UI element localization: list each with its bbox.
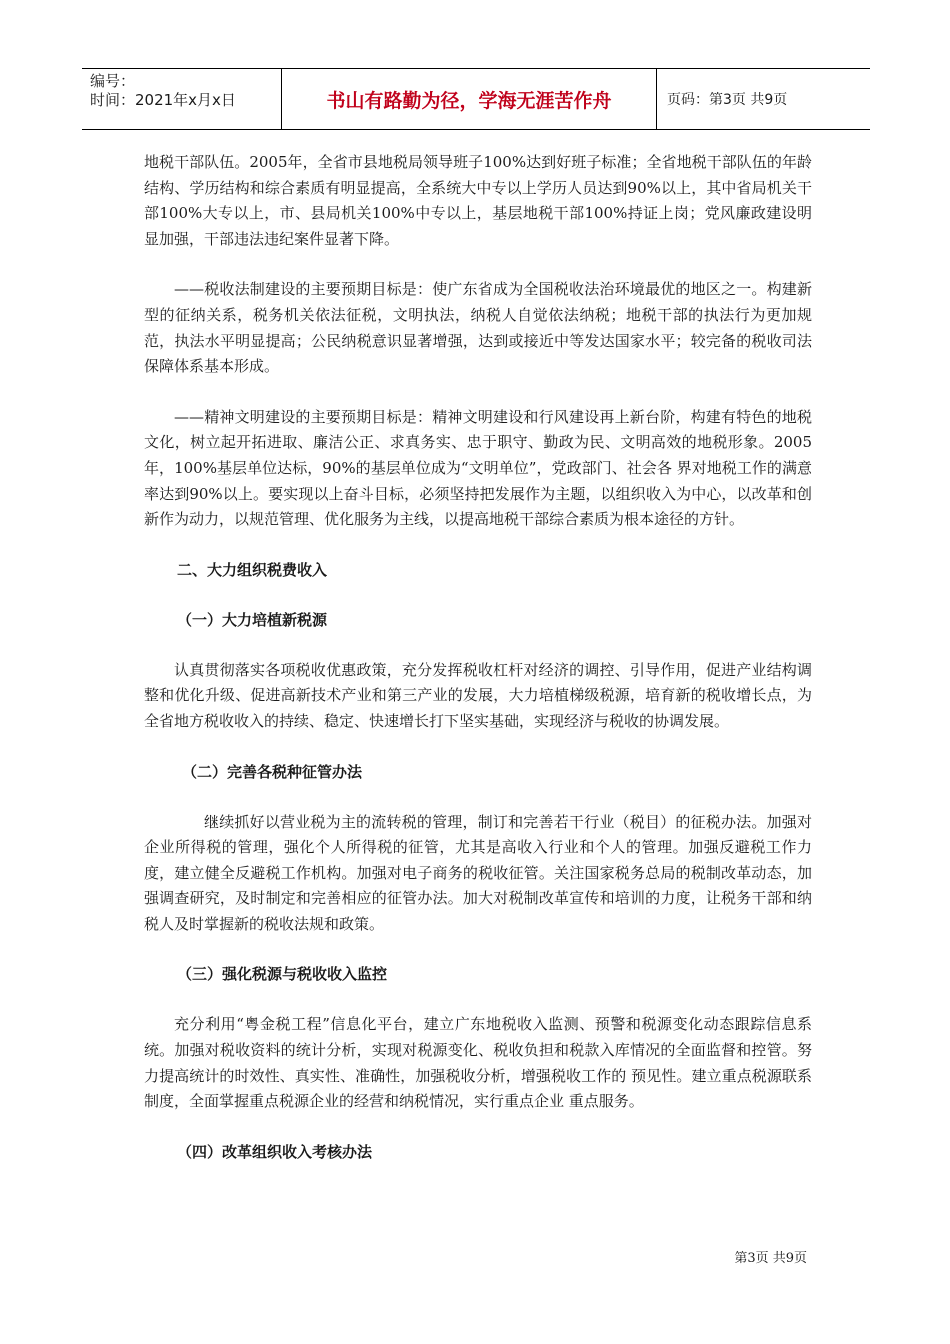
subsection-heading: （四）改革组织收入考核办法: [177, 1142, 373, 1161]
section-heading: 二、大力组织税费收入: [177, 560, 328, 579]
page-footer: 第3页 共9页: [734, 1251, 807, 1266]
paragraph: 继续抓好以营业税为主的流转税的管理，制订和完善若干行业（税目）的征税办法。加强对企业所得税的管理，强化个人所得税的征管，尤其是高收入行业和个人的管理。加强反避税工作力度，建立健全反避税工作机构。加强对电子商务的税收征管。关注国家税务总局的税制改革动态，加强调查研究，及时制定和完善相应的征管办法。加大对税制改革宣传和培训的力度，让税务干部和纳税人及时掌握新的税收法规和政策。: [144, 812, 812, 933]
paragraph: ——税收法制建设的主要预期目标是：使广东省成为全国税收法治环境最优的地区之一。构建新型的征纳关系，税务机关依法征税，文明执法，纳税人自觉依法纳税；地税干部的执法行为更加规范，执法水平明显提高；公民纳税意识显著增强，达到或接近中等发达国家水平；较完备的税收司法保障体系基本形成。: [144, 280, 812, 376]
document-body: [144, 150, 812, 1165]
paragraph: 认真贯彻落实各项税收优惠政策，充分发挥税收杠杆对经济的调控、引导作用，促进产业结构调整和优化升级、促进高新技术产业和第三产业的发展，大力培植梯级税源，培育新的税收增长点，为全省地方税收收入的持续、稳定、快速增长打下坚实基础，实现经济与税收的协调发展。: [144, 660, 812, 730]
subsection-heading: （三）强化税源与税收收入监控: [177, 965, 388, 984]
paragraph: 充分利用“粤金税工程”信息化平台，建立广东地税收入监测、预警和税源变化动态跟踪信息系统。加强对税收资料的统计分析，实现对税源变化、税收负担和税款入库情况的全面监督和控管。努力提高统计的时效性、真实性、准确性，加强税收分析，增强税收工作的 预见性。建立重点税源联系制度，全面掌握重点税源企业的经营和纳税情况，实行重点企业 重点服务。: [144, 1015, 812, 1111]
header-motto: 书山有路勤为径，学海无涯苦作舟: [282, 69, 657, 129]
document-number-label: 编号：: [90, 72, 136, 90]
subsection-heading: （二）完善各税种征管办法: [182, 762, 363, 781]
page-header: [82, 68, 870, 130]
header-meta: [82, 69, 282, 129]
header-page-number: 页码：第3页 共9页: [667, 92, 788, 108]
document-date-label: 时间：2021年x月x日: [90, 91, 236, 109]
paragraph: ——精神文明建设的主要预期目标是：精神文明建设和行风建设再上新台阶，构建有特色的地税文化，树立起开拓进取、廉洁公正、求真务实、忠于职守、勤政为民、文明高效的地税形象。2005年，100%基层单位达标，90%的基层单位成为“文明单位”，党政部门、社会各 界对地税工作的满意率达到90%以上。要实现以上奋斗目标，必须坚持把发展作为主题，以组织收入为中心，以改革和创新作为动力，以规范管理、优化服务为主线，以提高地税干部综合素质为根本途径的方针。: [144, 407, 812, 529]
subsection-heading: （一）大力培植新税源: [177, 610, 328, 629]
paragraph: 地税干部队伍。2005年，全省市县地税局领导班子100%达到好班子标准；全省地税干部队伍的年龄结构、学历结构和综合素质有明显提高，全系统大中专以上学历人员达到90%以上，其中省局机关干部100%大专以上，市、县局机关100%中专以上，基层地税干部100%持证上岗；党风廉政建设明显加强，干部违法违纪案件显著下降。: [144, 153, 812, 248]
